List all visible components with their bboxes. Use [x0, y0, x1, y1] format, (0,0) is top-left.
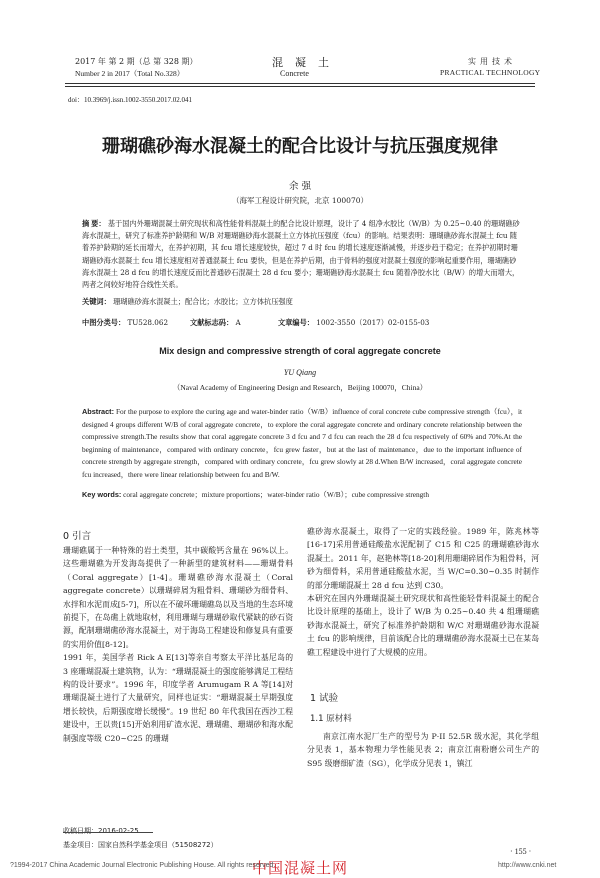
column-name-cn: 实用技术 [468, 57, 516, 66]
doc-code-value: A [235, 318, 241, 327]
keywords-cn [82, 297, 522, 307]
body-text-materials: 南京江南水泥厂生产的型号为 P·II 52.5R 级水泥，其化学组分见表 1，基本物理力学性能见表 2；南京江南粉磨公司生产的 S95 级磨细矿渣（SG），化学成分见表 1，镇江 [307, 732, 539, 768]
header-rule [65, 83, 535, 84]
footnote-rule [63, 832, 153, 833]
author-cn: 余 强 [288, 181, 312, 192]
author-en: YU Qiang [283, 368, 317, 377]
footer-copyright: ?1994-2017 China Academic Journal Electronic Publishing House. All rights reserved. [10, 862, 276, 869]
body-text-right: 礁砂海水混凝土，取得了一定的实践经验。1989 年，陈兆林等[16-17]采用普通硅酸盐水泥配制了 C15 和 C25 的珊瑚礁砂海水混凝土。2011 年，赵艳林等[18-20]利用珊瑚碎屑作为粗骨料，河砂为细骨料，采用普通硅酸盐水泥，当 W/C=0.30~0.35 时制作的部分珊瑚混凝土 28 d fcu 达到 C30。 本研究在国内外珊瑚混凝土研究现状和高性能轻骨料混凝土的配合比设计原理的基础上，设计了 W/B 为 0.25~0.40 共 4 组珊瑚礁砂海水混凝土，研究了标准养护龄期和 W/C 对珊瑚礁砂海水混凝土 fcu 的影响规律，目前该配合比的珊瑚礁砂海水混凝土已在某岛礁工程建设中进行了大规模的应用。 [307, 527, 539, 657]
issue-en: Number 2 in 2017（Total No.328） [75, 69, 185, 78]
doi[interactable]: doi：10.3969/j.issn.1002-3550.2017.02.041 [68, 96, 193, 104]
issue-cn: 2017 年 第 2 期（总 第 328 期） [75, 57, 198, 66]
article-number-label: 文章编号： [278, 318, 314, 327]
footer-url[interactable]: http://www.cnki.net [498, 862, 557, 869]
clc-label: 中图分类号： [82, 318, 126, 327]
footnote-fund: 基金项目：国家自然科学基金项目（51508272） [63, 841, 218, 849]
journal-name-en: Concrete [280, 69, 309, 78]
title-en: Mix design and compressive strength of coral aggregate concrete [159, 346, 441, 356]
clc-value: TU528.062 [127, 318, 169, 327]
affiliation-cn: （海军工程设计研究院，北京 100070） [231, 196, 368, 205]
journal-name-cn: 混凝土 [272, 56, 341, 69]
page-number: · 155 · [510, 847, 532, 856]
section-heading-intro: 0 引言 [63, 531, 92, 542]
column-name-en: PRACTICAL TECHNOLOGY [440, 68, 541, 77]
keywords-en-label: Key words: [82, 490, 122, 499]
abstract-en [82, 406, 522, 482]
abstract-en-label: Abstract: [82, 407, 115, 416]
clc-number [82, 318, 168, 328]
header-rule-thin [65, 86, 535, 87]
doc-code [190, 318, 241, 328]
affiliation-en: （Naval Academy of Engineering Design and Research，Beijing 100070，China） [172, 383, 428, 392]
abstract-cn-label: 摘 要： [82, 219, 106, 228]
section-heading-test: 1 试验 [310, 693, 339, 704]
watermark: 中国混凝土网 [251, 859, 348, 877]
page-title: 珊瑚礁砂海水混凝土的配合比设计与抗压强度规律 [102, 136, 498, 157]
doc-code-label: 文献标志码： [190, 318, 234, 327]
subsection-heading-materials: 1.1 原材料 [310, 714, 352, 724]
abstract-cn-text: 基于国内外珊瑚混凝土研究现状和高性能骨料混凝土的配合比设计原理，设计了 4 组净水胶比（W/B）为 0.25~0.40 的珊瑚礁砂海水混凝土，研究了标准养护龄期和 W/B 对珊瑚礁砂海水混凝土立方体抗压强度（fcu）的影响。结果表明：珊瑚礁砂海水混凝土 fcu 随着养护龄期的延长而增大，在养护初期，其 fcu 增长速度较快，超过 7 d 时 fcu 的增长速度逐渐减慢，并逐步趋于稳定；在养护初期时珊瑚礁砂海水混凝土 fcu 增长速度相对普通混凝土 fcu 要快，但是在养护后期，由于骨料的强度对混凝土强度的影响起重要作用，珊瑚礁砂海水混凝土 28 d fcu 的增长速度反而比普通砂石混凝土 28 d fcu 要小；珊瑚礁砂海水混凝土 fcu 随着净胶水比（B/W）的增大而增大，两者之间较好地符合线性关系。 [82, 219, 520, 290]
keywords-cn-label: 关键词： [82, 297, 111, 306]
keywords-cn-text: 珊瑚礁砂海水混凝土；配合比；水胶比；立方体抗压强度 [113, 297, 293, 306]
abstract-en-text: For the purpose to explore the curing age and water-binder ratio（W/B）influence of coral concrete cube compressive strength（fcu），it designed 4 groups different W/B of coral aggregate concrete，to explore the coral aggregate concrete and ordinary concrete relationship between the compressive strength.The results show that coral aggregate concrete 3 d fcu and 7 d fcu can reach the 28 d fcu respectively of 60% and 70%.At the beginning of maintenance，compared with ordinary concrete，fcu grew faster，but at the last of maintenance，due to the important influence of concrete strength by aggregate strength，compared with ordinary concrete，fcu grew slowly at 28 d.When B/W increased，coral aggregate concrete fcu increased，there were linear relationship between fcu and B/W. [82, 407, 523, 479]
article-number [278, 318, 429, 328]
keywords-en-text: coral aggregate concrete；mixture proportions；water-binder ratio（W/B）；cube compressive strength [123, 490, 429, 499]
footnote-received: 收稿日期：2016-02-25 [63, 827, 139, 835]
keywords-en [82, 490, 522, 500]
abstract-cn [82, 218, 522, 291]
body-text-left: 珊瑚礁属于一种特殊的岩土类型，其中碳酸钙含量在 96%以上。这些珊瑚礁为开发海岛提供了一种新型的建筑材料——珊瑚骨料（Coral aggregate）[1-4]。珊瑚礁砂海水混凝土（Coral aggregate concrete）以珊瑚碎屑为粗骨料、珊瑚砂为细骨料、水拌和水泥而成[5-7]，所以在不破坏珊瑚礁岛以及当地的生态环境前提下，在岛礁上就地取材，利用珊瑚与珊瑚砂取代紧缺的砂石资源，配制珊瑚礁砂海水混凝土，对于海岛工程建设和修复具有重要的实用价值[8-12]。 1991 年，美国学者 Rick A E[13]等亲自考察太平洋比基尼岛的 3 座珊瑚混凝土建筑物，认为：“珊瑚混凝土的强度能够满足工程结构的设计要求”。1996 年，印度学者 Arumugam R A 等[14]对珊瑚混凝土进行了大量研究，同样也证实：“珊瑚混凝土早期强度增长较快，后期强度增长缓慢”。19 世纪 80 年代我国在西沙工程建设中，王以贵[15]开始利用矿渣水泥、珊瑚礁、珊瑚砂和海水配制强度等级 C20~C25 的珊瑚 [63, 546, 293, 743]
article-number-value: 1002-3550（2017）02-0155-03 [316, 318, 430, 327]
